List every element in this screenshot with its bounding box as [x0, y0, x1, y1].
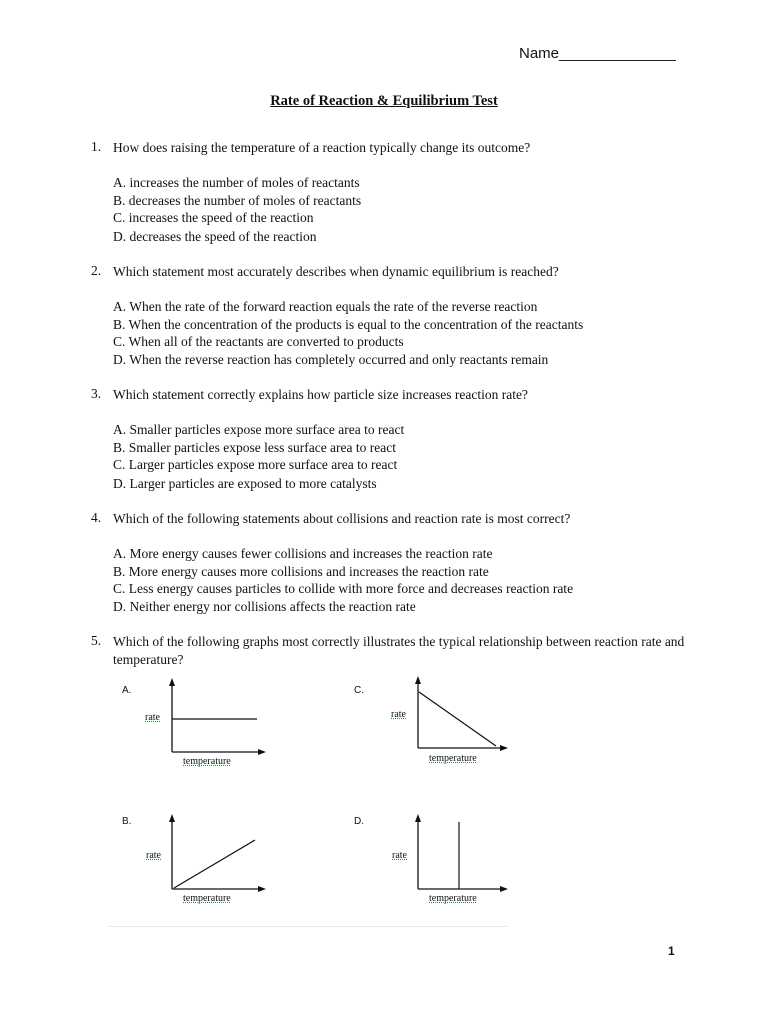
question-text: Which of the following statements about collisions and reaction rate is most correct? [113, 511, 571, 526]
footer-divider [108, 926, 508, 927]
answer-option: A. increases the number of moles of reactants [113, 175, 360, 190]
question-number: 3. [91, 386, 102, 401]
page-number: 1 [668, 944, 675, 958]
graph-c-y-arrow [415, 676, 421, 684]
graph-d-xlabel: temperature [429, 893, 477, 904]
answer-option: C. increases the speed of the reaction [113, 210, 314, 225]
answer-option: C. Larger particles expose more surface area to react [113, 457, 398, 472]
answer-option: B. decreases the number of moles of reactants [113, 193, 362, 208]
graph-d-letter: D. [354, 816, 364, 827]
question-text: How does raising the temperature of a reaction typically change its outcome? [113, 140, 531, 155]
answer-option: D. Neither energy nor collisions affects the reaction rate [113, 599, 416, 614]
test-title: Rate of Reaction & Equilibrium Test [270, 93, 498, 109]
answer-option: B. More energy causes more collisions and increases the reaction rate [113, 564, 489, 579]
answer-option: C. Less energy causes particles to collide with more force and decreases reaction rate [113, 581, 574, 596]
graph-c-xlabel: temperature [429, 753, 477, 764]
question-text: Which statement correctly explains how particle size increases reaction rate? [113, 387, 528, 402]
graph-a-ylabel: rate [145, 712, 160, 723]
graph-d-y-arrow [415, 814, 421, 822]
graph-a-y-arrow [169, 678, 175, 686]
answer-option: D. Larger particles are exposed to more catalysts [113, 476, 377, 491]
answer-option: A. When the rate of the forward reaction equals the rate of the reverse reaction [113, 299, 538, 314]
question-number: 2. [91, 263, 102, 278]
question-number: 5. [91, 633, 102, 648]
graph-a-plot [160, 676, 270, 756]
answer-option: C. When all of the reactants are converted to products [113, 334, 404, 349]
graph-d-plot [406, 812, 516, 894]
question-text: Which statement most accurately describes when dynamic equilibrium is reached? [113, 264, 559, 279]
graph-c-ylabel: rate [391, 709, 406, 720]
graph-b-y-arrow [169, 814, 175, 822]
graph-c-x-arrow [500, 745, 508, 751]
graph-b-ylabel: rate [146, 850, 161, 861]
graph-b-letter: B. [122, 816, 132, 827]
graph-b-plot [160, 812, 270, 894]
question-text: Which of the following graphs most correctly illustrates the typical relationship between reaction rate and temperature? [113, 634, 685, 667]
graph-d-x-arrow [500, 886, 508, 892]
answer-option: A. Smaller particles expose more surface area to react [113, 422, 405, 437]
graph-d-ylabel: rate [392, 850, 407, 861]
question-number: 4. [91, 510, 102, 525]
answer-option: A. More energy causes fewer collisions and increases the reaction rate [113, 546, 493, 561]
graph-c-letter: C. [354, 685, 364, 696]
graph-a-xlabel: temperature [183, 756, 231, 767]
graph-a-letter: A. [122, 685, 132, 696]
answer-option: B. Smaller particles expose less surface area to react [113, 440, 396, 455]
answer-option: B. When the concentration of the products is equal to the concentration of the reactants [113, 317, 584, 332]
graph-c-plot [406, 674, 516, 754]
question-number: 1. [91, 139, 102, 154]
graph-b-x-arrow [258, 886, 266, 892]
name-field-label: Name______________ [519, 45, 676, 62]
graph-a-x-arrow [258, 749, 266, 755]
answer-option: D. decreases the speed of the reaction [113, 229, 317, 244]
answer-option: D. When the reverse reaction has completely occurred and only reactants remain [113, 352, 549, 367]
graph-b-xlabel: temperature [183, 893, 231, 904]
graph-b-trend-line [174, 840, 255, 888]
graph-c-trend-line [419, 692, 496, 746]
